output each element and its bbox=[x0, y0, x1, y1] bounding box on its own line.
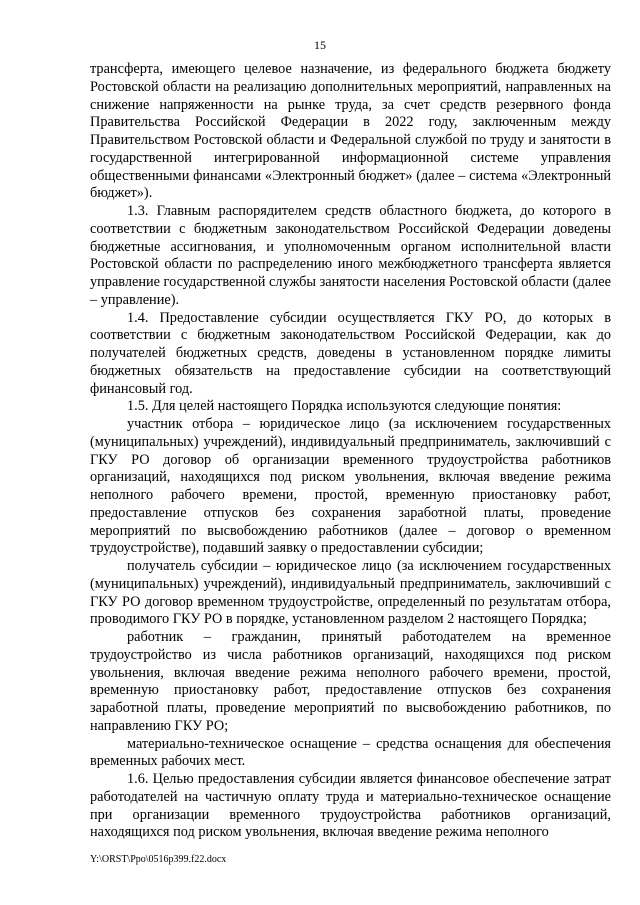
definition-participant: участник отбора – юридическое лицо (за исключением государственных (муниципальных) учреждений), индивидуальный предприниматель, заключивший с ГКУ РО договор об организации временного трудоустройства работников организаций, находящихся под риском увольнения, включая введение режима неполного рабочего времени, простой, временную приостановку работ, предоставление отпусков без сохранения заработной платы, проведение мероприятий по высвобождению работников (далее – договор о временном трудоустройстве), подавший заявку о предоставлении субсидии; bbox=[90, 416, 611, 557]
definition-equipment: материально-техническое оснащение – средства оснащения для обеспечения временных рабочих мест. bbox=[90, 735, 611, 770]
definition-worker: работник – гражданин, принятый работодателем на временное трудоустройство из числа работников организаций, находящихся под риском увольнения, включая введение режима неполного рабочего времени, простой, временную приостановку работ, предоставление отпусков без сохранения заработной платы, проведение мероприятий по высвобождению работников, по направлению ГКУ РО; bbox=[90, 629, 611, 734]
definition-recipient: получатель субсидии – юридическое лицо (за исключением государственных (муниципальных) учреждений), индивидуальный предприниматель, заключивший с ГКУ РО договор временном трудоустройстве, определенный по результатам отбора, проводимого ГКУ РО в порядке, установленном разделом 2 настоящего Порядка; bbox=[90, 558, 611, 628]
document-body bbox=[90, 61, 611, 842]
page-number: 15 bbox=[314, 38, 326, 52]
paragraph-1-3: 1.3. Главным распорядителем средств областного бюджета, до которого в соответствии с бюджетным законодательством Российской Федерации доведены бюджетные ассигнования, и уполномоченным органом исполнительной власти Ростовской области по распределению иного межбюджетного трансферта является управление государственной службы занятости населения Ростовской области (далее – управление). bbox=[90, 203, 611, 308]
paragraph-1-5: 1.5. Для целей настоящего Порядка используются следующие понятия: bbox=[127, 398, 562, 415]
footer-file-path: Y:\ORST\Ppo\0516p399.f22.docx bbox=[90, 854, 227, 865]
paragraph-continuation: трансферта, имеющего целевое назначение, из федерального бюджета бюджету Ростовской области на реализацию дополнительных мероприятий, направленных на снижение напряженности на рынке труда, за счет средств резервного фонда Правительства Российской Федерации в 2022 году, заключенным между Правительством Ростовской области и Федеральной службой по труду и занятости в государственной интегрированной информационной системе управления общественными финансами «Электронный бюджет» (далее – система «Электронный бюджет»). bbox=[90, 61, 611, 202]
paragraph-1-6: 1.6. Целью предоставления субсидии является финансовое обеспечение затрат работодателей на частичную оплату труда и материально-техническое оснащение при организации временного трудоустройства работников организаций, находящихся под риском увольнения, включая введение режима неполного bbox=[90, 771, 611, 841]
paragraph-1-4: 1.4. Предоставление субсидии осуществляется ГКУ РО, до которых в соответствии с бюджетным законодательством Российской Федерации, как до получателей бюджетных средств, доведены в установленном порядке лимиты бюджетных обязательств на предоставление субсидии на соответствующий финансовый год. bbox=[90, 309, 611, 397]
